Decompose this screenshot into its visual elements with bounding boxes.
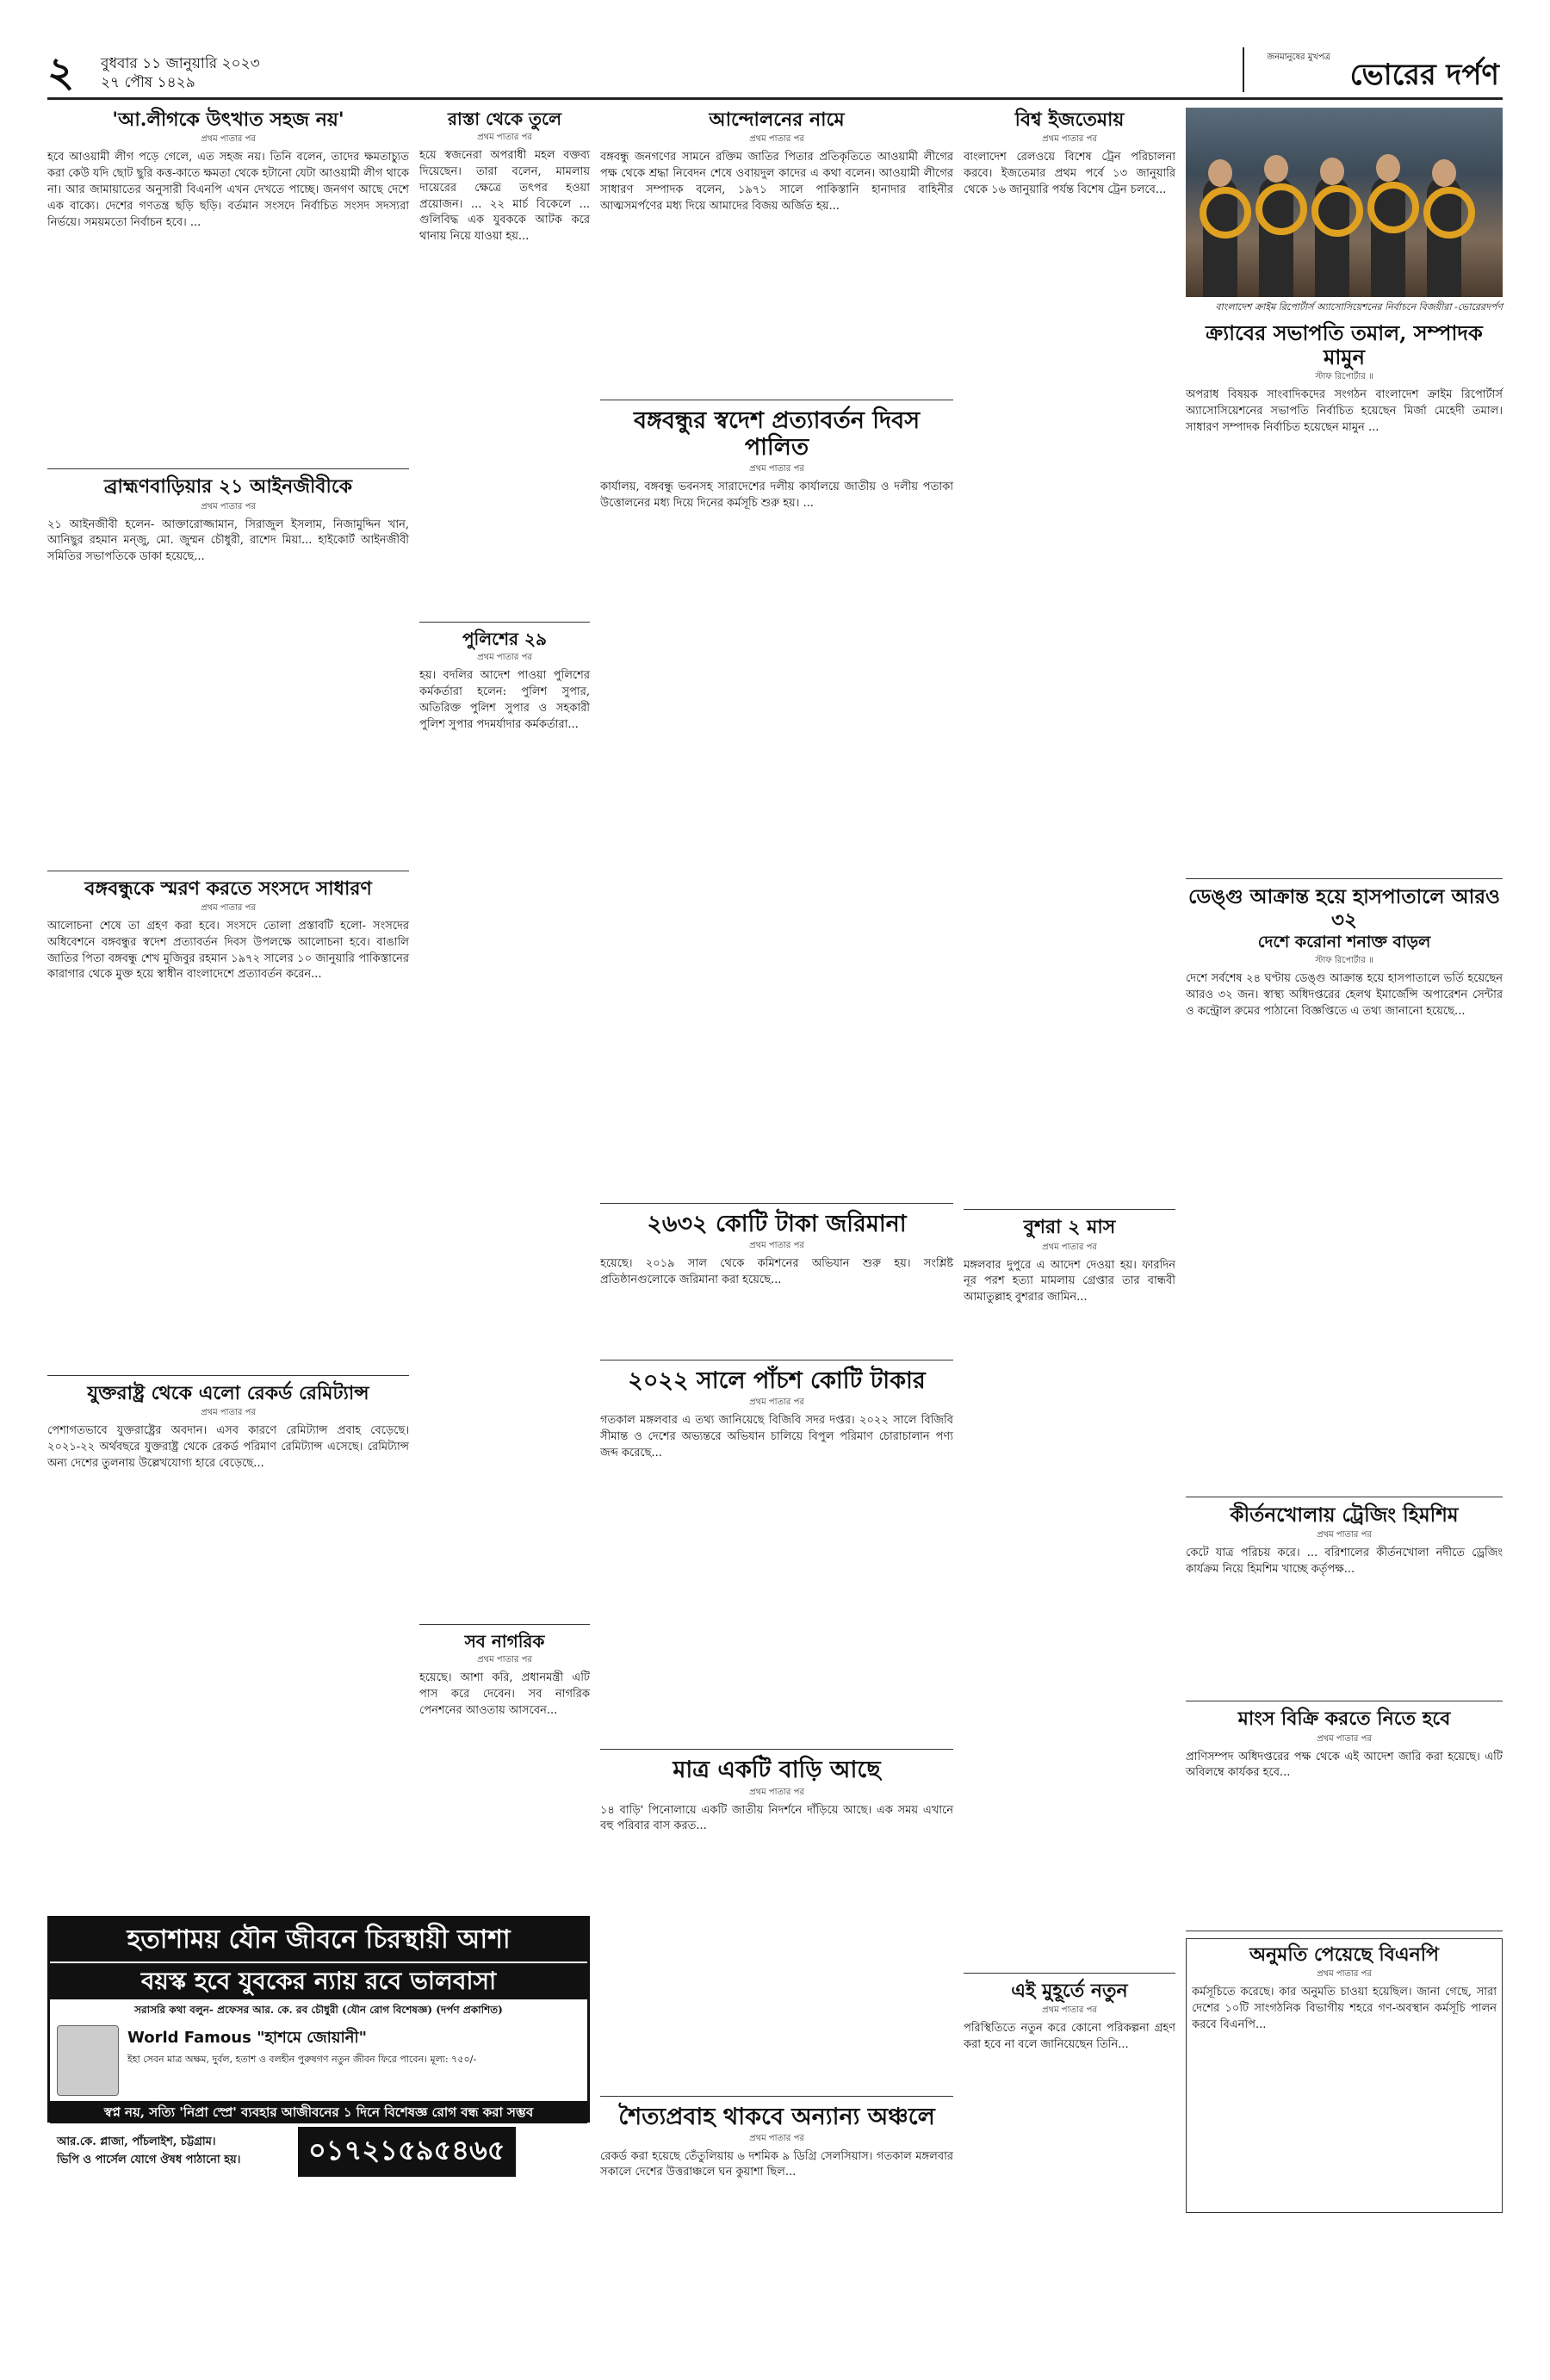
article-headline: রাস্তা থেকে তুলে: [448, 108, 561, 129]
article-continuation: প্রথম পাতার পর: [1317, 1968, 1372, 1979]
article-continuation: প্রথম পাতার পর: [749, 1787, 804, 1797]
article-byline: স্টাফ রিপোর্টার ॥: [1315, 372, 1373, 382]
article-headline: শৈত্যপ্রবাহ থাকবে অন্যান্য অঞ্চলে: [618, 2103, 935, 2130]
page-header: [47, 47, 1503, 100]
article: [1186, 885, 1507, 1488]
article-continuation: প্রথম পাতার পর: [749, 134, 804, 145]
article-headline: ২৬৩২ কোটি টাকা জরিমানা: [647, 1211, 907, 1238]
article-continuation: প্রথম পাতার পর: [201, 501, 256, 511]
garland: [1423, 187, 1475, 239]
article-body: পেশাগতভাবে যুক্তরাষ্ট্রের অবদান। এসব কারণে রেমিট্যান্স প্রবাহ বেড়েছে। ২০২১-২২ অর্থবছরে যুক্তরাষ্ট্র থেকে রেকর্ড পরিমাণ রেমিট্যান্স এসেছে। রেমিট্যান্স অন্য দেশের তুলনায় উল্লেখযোগ্য হারে বেড়েছে...: [47, 1424, 413, 1470]
article: [419, 629, 594, 1615]
article: [600, 407, 958, 1194]
article-body: বঙ্গবন্ধু জনগণের সামনে রক্তিম জাতির পিতার প্রতিকৃতিতে আওয়ামী লীগের পক্ষ থেকে শ্রদ্ধা নিবেদন শেষে ওবায়দুল কাদের এ কথা বলেন। আওয়ামী লীগের সাধারণ সম্পাদক বলেন, ১৯৭১ সালে পাকিস্তানি হানাদার বাহিনীর আত্মসমর্পণের মধ্য দিয়ে আমাদের বিজয় অর্জিত হয়...: [600, 151, 958, 213]
article-body: রেকর্ড করা হয়েছে তেঁতুলিয়ায় ৬ দশমিক ৯ ডিগ্রি সেলসিয়াস। গতকাল মঙ্গলবার সকালে দেশের উত্তরাঞ্চলে ঘন কুয়াশা ছিল...: [600, 2149, 958, 2179]
article: [600, 1367, 958, 1740]
ad-subheadline: বয়স্ক হবে যুবকের ন্যায় রবে ভালবাসা: [50, 1963, 587, 1999]
masthead-tagline: জনমানুষের মুখপত্র: [1267, 53, 1330, 62]
ad-body: ইহা সেবন মাত্র অক্ষম, দুর্বল, হতাশ ও বলহীন পুরুষগণ নতুন জীবন ফিরে পাবেন। মূল্য: ৭৫০/-: [127, 2054, 477, 2065]
column-3: [600, 108, 958, 2346]
page-number: ২: [47, 48, 75, 96]
article-body: হয়েছে। আশা করি, প্রধানমন্ত্রী এটি পাস করে দেবেন। সব নাগরিক পেনশনের আওতায় আসবেন...: [419, 1671, 594, 1717]
article-continuation: প্রথম পাতার পর: [477, 1655, 532, 1664]
divider: [419, 1624, 590, 1625]
article-continuation: প্রথম পাতার পর: [749, 2133, 804, 2143]
garland: [1256, 183, 1307, 235]
article-continuation: প্রথম পাতার পর: [201, 1408, 256, 1418]
article-headline: মাংস বিক্রি করতে নিতে হবে: [1237, 1708, 1451, 1731]
person-head: [1432, 159, 1456, 187]
article-continuation: প্রথম পাতার পর: [201, 902, 256, 913]
article-headline: বঙ্গবন্ধুর স্বদেশ প্রত্যাবর্তন দিবস পালিত: [633, 407, 921, 462]
garland: [1200, 187, 1251, 239]
article-headline: ব্রাহ্মণবাড়িয়ার ২১ আইনজীবীকে: [103, 475, 353, 499]
article-headline: মাত্র একটি বাড়ি আছে: [673, 1757, 881, 1784]
doctor-photo: [57, 2025, 119, 2096]
article-headline: এই মুহূর্তে নতুন: [1011, 1979, 1128, 2002]
article: [964, 1216, 1180, 1963]
article-body: অপরাধ বিষয়ক সাংবাদিকদের সংগঠন বাংলাদেশ ক্রাইম রিপোর্টার্স অ্যাসোসিয়েশনের সভাপতি নির্বাচিত হয়েছেন মির্জা মেহেদী তমাল। সাধারণ সম্পাদক নির্বাচিত হয়েছেন মামুন ...: [1186, 388, 1507, 434]
divider: [600, 2096, 953, 2097]
article-continuation: প্রথম পাতার পর: [749, 1241, 804, 1251]
article-headline: ২০২২ সালে পাঁচশ কোটি টাকার: [628, 1367, 926, 1395]
divider: [964, 1973, 1175, 1974]
article: [419, 108, 594, 613]
article: [47, 877, 413, 1367]
article: [1186, 320, 1507, 870]
article-body: পরিস্থিতিতে নতুন করে কোনো পরিকল্পনা গ্রহণ করা হবে না বলে জানিয়েছেন তিনি...: [964, 2021, 1180, 2051]
article-body: গতকাল মঙ্গলবার এ তথ্য জানিয়েছে বিজিবি সদর দপ্তর। ২০২২ সালে বিজিবি সীমান্ত ও দেশের অভ্যন্তরে অভিযান চালিয়ে বিপুল পরিমাণ চোরাচালান পণ্য জব্দ করেছে...: [600, 1414, 958, 1460]
masthead-name: ভোরের দর্পণ: [1349, 58, 1499, 92]
ad-contact-line: সরাসরি কথা বলুন- প্রফেসর আর. কে. রব চৌধুরী (যৌন রোগ বিশেষজ্ঞ) (দর্পণ প্রকাশিত): [134, 2004, 503, 2016]
article-continuation: প্রথম পাতার পর: [749, 464, 804, 474]
article-headline: আন্দোলনের নামে: [709, 108, 845, 131]
article-continuation: প্রথম পাতার পর: [749, 1398, 804, 1408]
article: [600, 2103, 958, 2347]
masthead: [1243, 47, 1503, 92]
article-continuation: প্রথম পাতার পর: [477, 133, 532, 142]
article-headline: 'আ.লীগকে উৎখাত সহজ নয়': [112, 108, 344, 131]
column-2: [419, 108, 594, 1907]
article-headline: বিশ্ব ইজতেমায়: [1014, 108, 1125, 131]
person-head: [1264, 155, 1288, 183]
article-body: হয়েছে। ২০১৯ সাল থেকে কমিশনের অভিযান শুরু হয়। সংশ্লিষ্ট প্রতিষ্ঠানগুলোকে জরিমানা করা হয়েছে...: [600, 1257, 958, 1287]
article-body: কর্মসূচিতে করেছে। কার অনুমতি চাওয়া হয়েছিল। জানা গেছে, সারা দেশের ১০টি সাংগঠনিক বিভাগীয় শহরে গণ-অবস্থান কর্মসূচি পালন করবে বিএনপি...: [1192, 1985, 1501, 2031]
article-continuation: প্রথম পাতার পর: [477, 653, 532, 662]
article-headline: যুক্তরাষ্ট্র থেকে এলো রেকর্ড রেমিট্যান্স: [87, 1381, 369, 1404]
article-body: আলোচনা শেষে তা গ্রহণ করা হবে। সংসদে তোলা প্রস্তাবটি হলো- সংসদের অধিবেশনে বঙ্গবন্ধুর স্বদেশ প্রত্যাবর্তন দিবস উপলক্ষে আলোচনা হবে। বাঙালি জাতির পিতা বঙ্গবন্ধু শেখ মুজিবুর রহমান ১৯৭২ সালের ১০ জানুয়ারি পাকিস্তানের কারাগার থেকে মুক্ত হয়ে স্বাধীন বাংলাদেশে প্রত্যাবর্তন করেন...: [47, 919, 413, 982]
ad-product-row: [50, 2024, 587, 2098]
ad-address: আর.কে. প্লাজা, পাঁচলাইশ, চট্টগ্রাম। ভিপি ও পার্সেল যোগে ঔষধ পাঠানো হয়।: [57, 2135, 241, 2166]
article-continuation: প্রথম পাতার পর: [201, 134, 256, 145]
divider: [600, 1749, 953, 1750]
article-subheadline: দেশে করোনা শনাক্ত বাড়ল: [1257, 933, 1431, 952]
garland: [1311, 185, 1363, 237]
article-continuation: প্রথম পাতার পর: [1317, 1733, 1372, 1744]
article: [1186, 1938, 1503, 2213]
column-5: [1186, 108, 1507, 2346]
article: [964, 1979, 1180, 2279]
date-gregorian: বুধবার ১১ জানুয়ারি ২০২৩: [101, 55, 260, 72]
article-continuation: প্রথম পাতার পর: [1317, 1530, 1372, 1540]
divider: [1186, 878, 1503, 879]
photo-caption: বাংলাদেশ ক্রাইম রিপোর্টার্স অ্যাসোসিয়েশনের নির্বাচনে বিজয়ীরা -ভোরেরদর্পণ: [1215, 301, 1503, 313]
article: [600, 1211, 958, 1351]
article-body: হয়। বদলির আদেশ পাওয়া পুলিশের কর্মকর্তারা হলেন: পুলিশ সুপার, অতিরিক্ত পুলিশ সুপার ও সহকারী পুলিশ সুপার পদমর্যাদার কর্মকর্তারা...: [419, 669, 594, 731]
garland: [1367, 182, 1419, 233]
column-4: [964, 108, 1180, 2346]
article-headline: অনুমতি পেয়েছে বিএনপি: [1249, 1943, 1439, 1966]
divider: [419, 622, 590, 623]
article: [47, 475, 413, 861]
article: [1186, 1708, 1507, 1921]
article-body: দেশে সর্বশেষ ২৪ ঘণ্টায় ডেঙ্গু আক্রান্ত হয়ে হাসপাতালে ভর্তি হয়েছেন আরও ৩২ জন। স্বাস্থ্য অধিদপ্তরের হেলথ ইমার্জেন্সি অপারেশন সেন্টার ও কন্ট্রোল রুমের পাঠানো বিজ্ঞপ্তিতে এ তথ্য জানানো হয়েছে...: [1186, 971, 1507, 1018]
newspaper-page: [47, 47, 1507, 2346]
article: [1186, 1503, 1507, 1692]
person-head: [1320, 158, 1344, 185]
article-headline: সব নাগরিক: [464, 1631, 545, 1652]
issue-date: [101, 54, 260, 92]
advertisement: [47, 1916, 590, 2166]
article-continuation: প্রথম পাতার পর: [1042, 1242, 1097, 1252]
article-body: ২১ আইনজীবী হলেন- আক্তারোজ্জামান, সিরাজুল ইসলাম, নিজামুদ্দিন খান, আনিছুর রহমান মন্জু, মো. জুম্মন চৌধুরী, রাশেদ মিয়া... হাইকোর্ট আইনজীবী সমিতির সভাপতিকে ডাকা হয়েছে...: [47, 518, 413, 564]
article-headline: কীর্তনখোলায় ট্রেজিং হিমশিম: [1230, 1503, 1459, 1527]
article-body: কার্যালয়, বঙ্গবন্ধু ভবনসহ সারাদেশের দলীয় কার্যালয়ে জাতীয় ও দলীয় পতাকা উত্তোলনের মধ্য দিয়ে দিনের কর্মসূচি শুরু হয়। ...: [600, 480, 958, 511]
article-body: কেটে যাত্র পরিচয় করে। ... বরিশালের কীর্তনখোলা নদীতে ড্রেজিং কার্যক্রম নিয়ে হিমশিম খাচ্ছে কর্তৃপক্ষ...: [1186, 1546, 1507, 1577]
ad-brand: World Famous "হাশমে জোয়ানী": [127, 2029, 368, 2047]
divider: [600, 1203, 953, 1204]
article-body: হবে আওয়ামী লীগ পড়ে গেলে, এত সহজ নয়। তিনি বলেন, তাদের ক্ষমতাচ্যুত করা কেউ যদি ছোট ছুরি কত্ত-কাতে ক্ষমতা থেকে হটানো যেটা আওয়ামী লীগ থাকে না। আর জামায়াতের অনুসারী বিএনপি এখন দেখতে পাচ্ছে। জনগণ আছে দেশে এক বাক্যে। দেশের গণতন্ত্র ছড়ি ছড়ি। বর্তমান সংসদে নির্বাচিত সংসদ সদস্যরা নির্ভয়ে। সময়মতো নির্বাচন হবে। ...: [47, 151, 413, 229]
article: [964, 108, 1180, 1200]
person-head: [1376, 154, 1400, 182]
ad-phone: ০১৭২১৫৯৫৪৬৫: [298, 2127, 516, 2177]
article-headline: ক্র্যাবের সভাপতি তমাল, সম্পাদক মামুন: [1206, 320, 1483, 369]
article-byline: স্টাফ রিপোর্টার ॥: [1315, 955, 1373, 965]
article-headline: ডেঙ্গু আক্রান্ত হয়ে হাসপাতালে আরও ৩২: [1188, 885, 1500, 932]
article-body: মঙ্গলবার দুপুরে এ আদেশ দেওয়া হয়। ফারদিন নূর পরশ হত্যা মামলায় গ্রেপ্তার তার বান্ধবী আমাতুল্লাহ বুশরার জামিন...: [964, 1258, 1180, 1305]
article: [600, 1757, 958, 2086]
ad-tagline: স্বপ্ন নয়, সত্যি 'নিপ্রা স্প্রে' ব্যবহার আজীবনের ১ দিনে বিশেষজ্ঞ রোগ বন্ধ করা সম্ভব: [50, 2101, 587, 2123]
article-headline: বুশরা ২ মাস: [1023, 1216, 1116, 1239]
article-continuation: প্রথম পাতার পর: [1042, 134, 1097, 145]
date-bengali: ২৭ পৌষ ১৪২৯: [101, 74, 195, 91]
article-headline: বঙ্গবন্ধুকে স্মরণ করতে সংসদে সাধারণ: [84, 877, 372, 900]
divider: [47, 1375, 409, 1376]
article-body: হয়ে স্বজনেরা অপরাধী মহল বক্তব্য দিয়েছেন। তারা বলেন, মামলায় দায়েরের ক্ষেত্রে তৎপর হওয়া প্রয়োজন। ... ২২ মার্চ বিকেলে ... গুলিবিদ্ধ এক যুবককে আটক করে থানায় নিয়ে যাওয়া হয়...: [419, 149, 594, 244]
divider: [964, 1209, 1175, 1210]
article-headline: পুলিশের ২৯: [462, 629, 548, 649]
article: [47, 108, 413, 460]
person-head: [1208, 159, 1232, 187]
winners-photo: [1186, 108, 1503, 297]
article-continuation: প্রথম পাতার পর: [1042, 2005, 1097, 2015]
article-body: বাংলাদেশ রেলওয়ে বিশেষ ট্রেন পরিচালনা করবে। ইজতেমার প্রথম পর্বে ১৩ জানুয়ারি থেকে ১৬ জানুয়ারি পর্যন্ত বিশেষ ট্রেন চলবে...: [964, 151, 1180, 196]
ad-product-info: [127, 2025, 476, 2096]
article: [419, 1631, 594, 1843]
column-1: [47, 108, 413, 1907]
ad-footer: [50, 2123, 587, 2180]
divider: [47, 468, 409, 469]
ad-headline: হতাশাময় যৌন জীবনে চিরস্থায়ী আশা: [50, 1918, 587, 1962]
article: [600, 108, 958, 391]
article-body: প্রাণিসম্পদ অধিদপ্তরের পক্ষ থেকে এই আদেশ জারি করা হয়েছে। এটি অবিলম্বে কার্যকর হবে...: [1186, 1750, 1507, 1780]
article: [47, 1381, 413, 1837]
article-body: ১৪ বাড়ি' পিনোলায়ে একটি জাতীয় নিদর্শনে দাঁড়িয়ে আছে। এক সময় এখানে বহু পরিবার বাস করত...: [600, 1803, 958, 1833]
